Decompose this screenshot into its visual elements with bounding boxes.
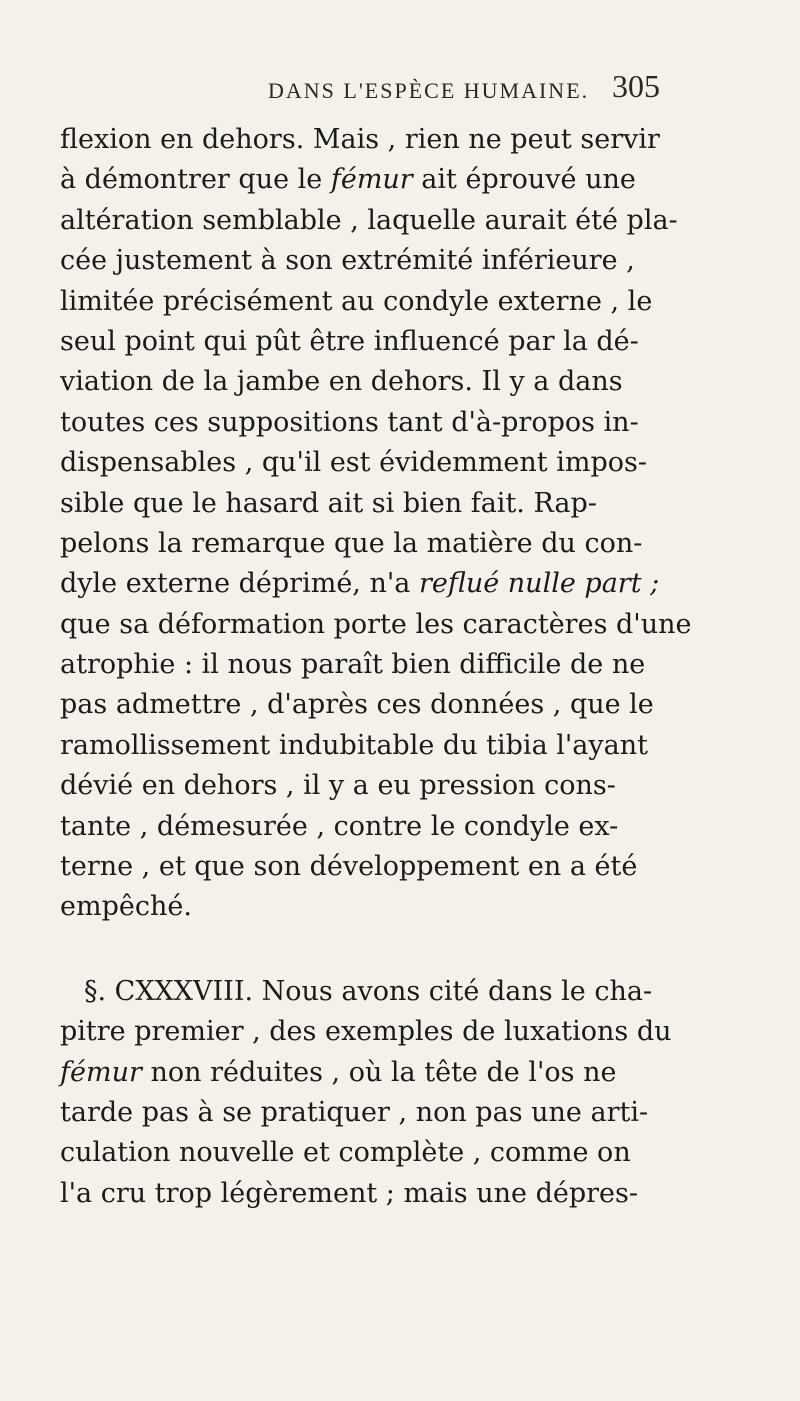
line-text: terne , et que son développement en a été: [60, 851, 638, 883]
line-text: pelons la remarque que la matière du con-: [60, 527, 643, 559]
italic-term: fémur: [60, 1056, 142, 1088]
running-head: [0, 66, 800, 106]
paragraph-1: [60, 120, 760, 928]
text-line: [60, 972, 760, 1012]
text-segment: ait éprouvé une: [412, 164, 636, 196]
line-text: [60, 564, 659, 604]
text-segment: à démontrer que le: [60, 164, 331, 196]
line-text: l'a cru trop légèrement ; mais une dépres-: [60, 1177, 638, 1209]
text-line: [60, 685, 760, 725]
text-line: [60, 443, 760, 483]
text-line: [60, 1093, 760, 1133]
line-text: [60, 160, 636, 200]
text-line: [60, 1012, 760, 1052]
line-text: dévié en dehors , il y a eu pression cons-: [60, 770, 616, 802]
text-line: [60, 1053, 760, 1093]
line-text: atrophie : il nous paraît bien difficile de ne: [60, 649, 646, 681]
text-line: [60, 766, 760, 806]
text-line: [60, 484, 760, 524]
text-line: [60, 120, 760, 160]
text-line: [60, 201, 760, 241]
text-line: [60, 322, 760, 362]
line-text: dispensables , qu'il est évidemment impos-: [60, 447, 647, 479]
body-text: [60, 120, 760, 1214]
text-line: [60, 726, 760, 766]
line-text: culation nouvelle et complète , comme on: [60, 1137, 631, 1169]
line-text: §. CXXXVIII. Nous avons cité dans le cha-: [84, 975, 653, 1007]
line-text: ramollissement indubitable du tibia l'ayant: [60, 729, 648, 761]
text-line: [60, 645, 760, 685]
line-text: sible que le hasard ait si bien fait. Rap-: [60, 487, 597, 519]
line-text: empêché.: [60, 891, 192, 923]
line-text: flexion en dehors. Mais , rien ne peut servir: [60, 124, 660, 155]
running-title: DANS L'ESPÈCE HUMAINE.: [268, 78, 590, 103]
page-number: 305: [612, 68, 660, 104]
text-line: [60, 403, 760, 443]
text-line: [60, 847, 760, 887]
line-text: seul point qui pût être influencé par la dé-: [60, 325, 639, 357]
text-segment: non réduites , où la tête de l'os ne: [141, 1056, 617, 1088]
line-text: cée justement à son extrémité inférieure ,: [60, 245, 635, 277]
line-text: tante , démesurée , contre le condyle ex-: [60, 810, 619, 842]
line-text: toutes ces suppositions tant d'à-propos in-: [60, 406, 639, 438]
line-text: viation de la jambe en dehors. Il y a dans: [60, 366, 623, 398]
text-line: [60, 362, 760, 402]
text-line: [60, 160, 760, 200]
line-text: tarde pas à se pratiquer , non pas une arti-: [60, 1096, 649, 1128]
paragraph-gap: [60, 928, 760, 972]
text-line: [60, 807, 760, 847]
line-text: pas admettre , d'après ces données , que le: [60, 689, 654, 721]
text-line: [60, 887, 760, 927]
text-line: [60, 282, 760, 322]
line-text: [60, 1053, 616, 1093]
italic-term: fémur: [330, 164, 413, 196]
line-text: altération semblable , laquelle aurait été pla-: [60, 204, 678, 236]
line-text: pitre premier , des exemples de luxations du: [60, 1016, 672, 1048]
line-text: limitée précisément au condyle externe , le: [60, 285, 653, 317]
line-text: que sa déformation porte les caractères d'une: [60, 608, 692, 640]
text-segment: dyle externe déprimé, n'a: [60, 568, 419, 600]
text-line: [60, 524, 760, 564]
italic-term: reflué nulle part ;: [418, 568, 660, 600]
paragraph-2: [60, 972, 760, 1214]
text-line: [60, 564, 760, 604]
text-line: [60, 1133, 760, 1173]
text-line: [60, 241, 760, 281]
text-line: [60, 605, 760, 645]
text-line: [60, 1174, 760, 1214]
